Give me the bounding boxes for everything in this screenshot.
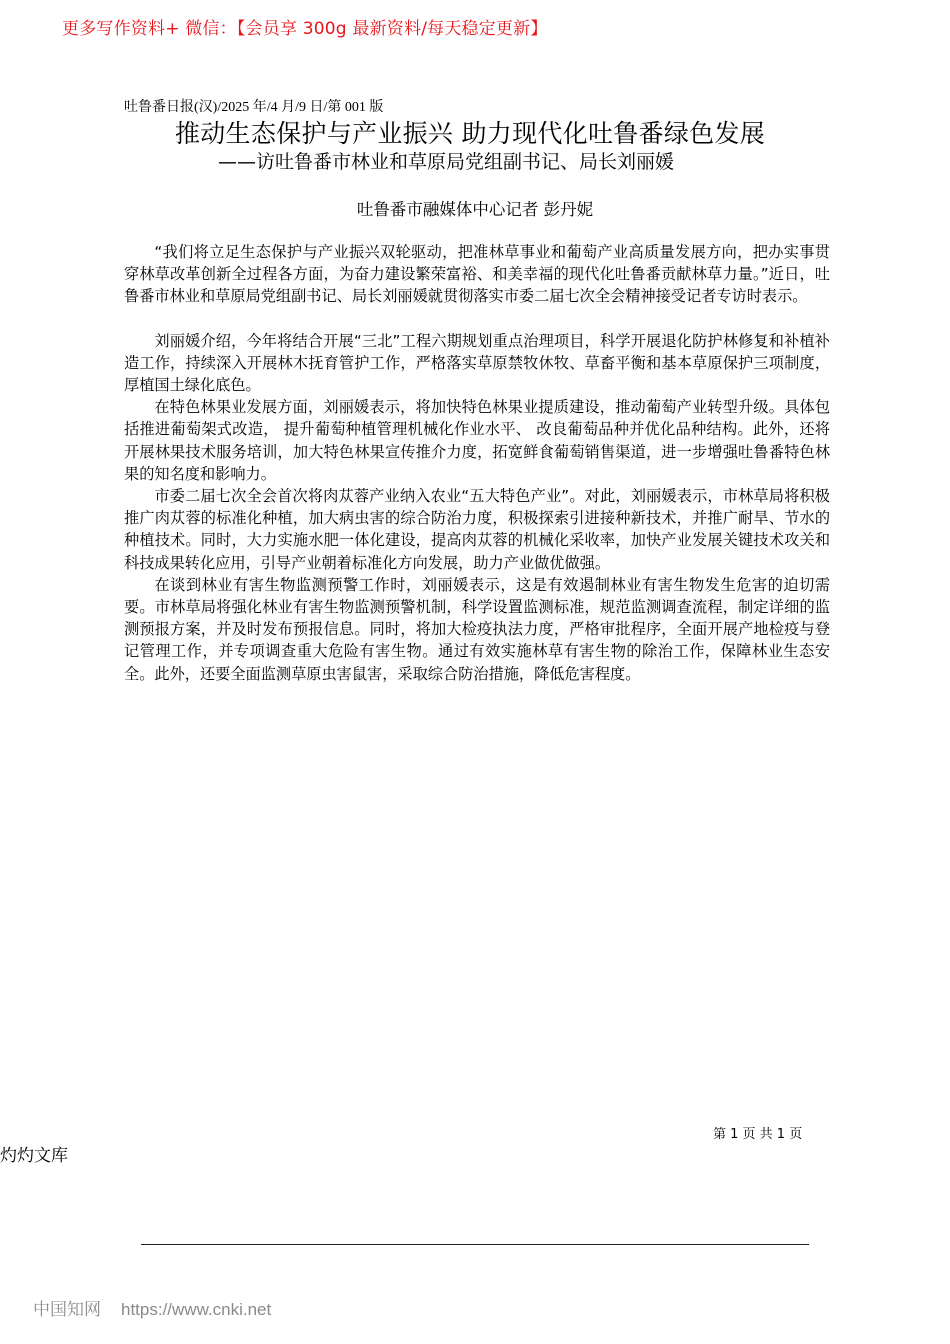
cnki-footer: [33, 1295, 271, 1320]
paragraph: 在谈到林业有害生物监测预警工作时，刘丽媛表示，这是有效遏制林业有害生物发生危害的迫切需要。市林草局将强化林业有害生物监测预警机制，科学设置监测标准，规范监测调查流程，制定详细的监测预报方案，并及时发布预报信息。同时，将加大检疫执法力度，严格审批程序，全面开展产地检疫与登记管理工作，并专项调查重大危险有害生物。通过有效实施林草有害生物的除治工作，保障林业生态安全。此外，还要全面监测草原虫害鼠害，采取综合防治措施，降低危害程度。: [124, 575, 830, 683]
cnki-name: 中国知网: [33, 1300, 101, 1320]
paragraph: 刘丽媛介绍，今年将结合开展“三北”工程六期规划重点治理项目，科学开展退化防护林修复和补植补造工作，持续深入开展林木抚育管护工作，严格落实草原禁牧休牧、草畜平衡和基本草原保护三项制度，厚植国土绿化底色。: [124, 331, 830, 395]
cnki-url-link[interactable]: https://www.cnki.net: [121, 1300, 272, 1319]
article-byline: 吐鲁番市融媒体中心记者 彭丹妮: [356, 200, 594, 219]
promo-banner: 更多写作资料+ 微信：【会员享 300g 最新资料/每天稳定更新】: [62, 19, 548, 39]
page-indicator: 第 1 页 共 1 页: [713, 1127, 803, 1142]
article-title: 推动生态保护与产业振兴 助力现代化吐鲁番绿色发展: [174, 119, 766, 148]
footer-divider: [141, 1244, 809, 1245]
paragraph: 市委二届七次全会首次将肉苁蓉产业纳入农业“五大特色产业”。对此，刘丽媛表示，市林草局将积极推广肉苁蓉的标准化种植，加大病虫害的综合防治力度，积极探索引进接种新技术，并推广耐旱、节水的种植技术。同时，大力实施水肥一体化建设，提高肉苁蓉的机械化采收率，加快产业发展关键技术攻关和科技成果转化应用，引导产业朝着标准化方向发展，助力产业做优做强。: [124, 487, 830, 572]
article-subtitle: ——访吐鲁番市林业和草原局党组副书记、局长刘丽媛: [217, 151, 674, 173]
paragraph: “我们将立足生态保护与产业振兴双轮驱动，把准林草事业和葡萄产业高质量发展方向，把办实事贯穿林草改革创新全过程各方面，为奋力建设繁荣富裕、和美幸福的现代化吐鲁番贡献林草力量。”近日，吐鲁番市林业和草原局党组副书记、局长刘丽媛就贯彻落实市委二届七次全会精神接受记者专访时表示。: [124, 243, 830, 306]
article-body: [124, 241, 830, 685]
paragraph: 在特色林果业发展方面，刘丽媛表示，将加快特色林果业提质建设，推动葡萄产业转型升级。具体包括推进葡萄架式改造， 提升葡萄种植管理机械化作业水平、 改良葡萄品种并优化品种结构。此外，还将开展林果技术服务培训，加大特色林果宣传推介力度，拓宽鲜食葡萄销售渠道，进一步增强吐鲁番特色林果的知名度和影响力。: [124, 398, 830, 483]
brand-watermark: 灼灼文库: [0, 1146, 68, 1166]
source-line: 吐鲁番日报(汉)/2025 年/4 月/9 日/第 001 版: [124, 100, 384, 115]
